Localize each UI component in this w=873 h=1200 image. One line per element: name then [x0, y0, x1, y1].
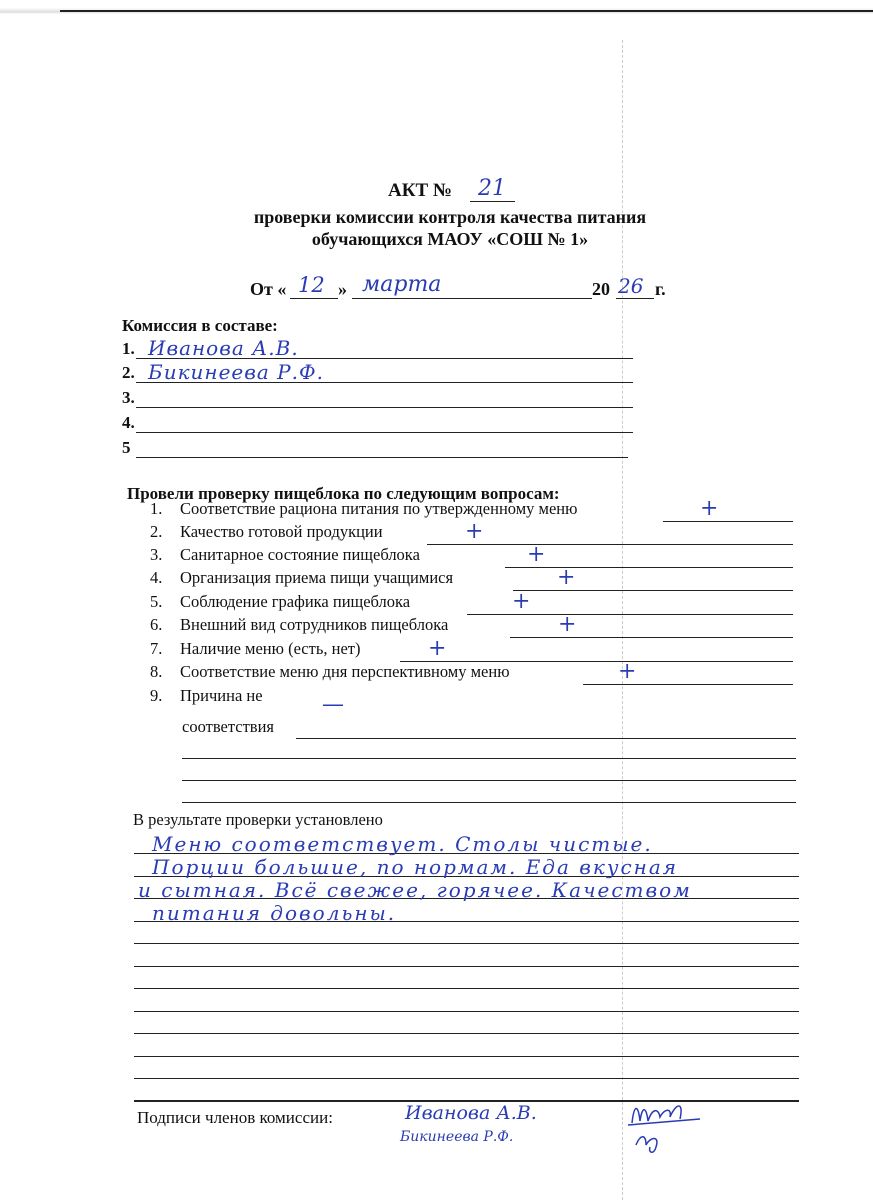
date-month-line: [352, 298, 592, 299]
check-item-line: [663, 521, 793, 522]
check-item-line: [467, 614, 793, 615]
check-item-line: [182, 780, 796, 781]
signature-name-2: Бикинеева Р.Ф.: [400, 1129, 514, 1145]
member-line: [136, 432, 633, 433]
signature-name-1: Иванова А.В.: [405, 1102, 537, 1124]
date-year-prefix: 20: [592, 279, 610, 299]
check-item-text: Организация приема пищи учащимися: [180, 568, 454, 587]
result-handwritten-line: Меню соответствует. Столы чистые.: [152, 832, 653, 856]
check-item-number: 6.: [150, 615, 163, 634]
result-line: [134, 1033, 799, 1034]
date-day: 12: [298, 273, 325, 297]
check-item-text-2: соответствия: [182, 717, 274, 736]
result-heading: В результате проверки установлено: [133, 810, 383, 829]
result-line: [134, 988, 799, 989]
signature-mark-1: [620, 1095, 710, 1155]
check-item-mark: +: [465, 519, 484, 544]
check-item-mark: —: [322, 692, 344, 717]
member-number: 1.: [122, 339, 135, 358]
check-item-number: 8.: [150, 662, 163, 681]
act-number: 21: [478, 176, 506, 201]
check-item-line: [182, 802, 796, 803]
check-item-line: [583, 684, 793, 685]
date-prefix: От «: [250, 279, 287, 299]
member-line: [136, 457, 628, 458]
scan-border: [60, 10, 873, 12]
member-number: 5: [122, 438, 131, 457]
result-handwritten-line: Порции большие, по нормам. Еда вкусная: [152, 855, 678, 879]
check-item-mark: +: [618, 659, 637, 684]
check-item-text: Качество готовой продукции: [180, 522, 383, 541]
check-item-mark: +: [700, 496, 719, 521]
result-line: [134, 1056, 799, 1057]
check-item-text: Соответствие рациона питания по утвержденному меню: [180, 499, 578, 518]
check-item-number: 2.: [150, 522, 163, 541]
act-number-line: [470, 201, 515, 202]
result-line: [134, 1078, 799, 1079]
member-number: 3.: [122, 388, 135, 407]
check-item-line: [510, 637, 793, 638]
member-number: 4.: [122, 413, 135, 432]
result-line: [134, 966, 799, 967]
check-item-number: 5.: [150, 592, 163, 611]
check-item-mark: +: [512, 589, 531, 614]
member-line: [136, 407, 633, 408]
act-label: АКТ №: [388, 180, 453, 201]
member-number: 2.: [122, 363, 135, 382]
check-item-mark: +: [527, 542, 546, 567]
commission-heading: Комиссия в составе:: [122, 316, 278, 335]
result-line: [134, 943, 799, 944]
date-mid: »: [338, 279, 347, 299]
check-item-mark: +: [428, 636, 447, 661]
check-heading: Провели проверку пищеблока по следующим вопросам:: [127, 484, 560, 503]
member-name: Иванова А.В.: [148, 336, 299, 360]
check-item-number: 7.: [150, 639, 163, 658]
check-item-number: 9.: [150, 686, 163, 705]
result-handwritten-line: питания довольны.: [152, 901, 397, 925]
check-item-number: 4.: [150, 568, 163, 587]
result-handwritten-line: и сытная. Всё свежее, горячее. Качеством: [138, 878, 692, 902]
date-day-line: [290, 298, 338, 299]
check-item-line: [513, 590, 793, 591]
check-item-text: Наличие меню (есть, нет): [180, 639, 361, 658]
check-item-text: Соответствие меню дня перспективному меню: [180, 662, 510, 681]
date-month: марта: [362, 272, 442, 297]
date-year-suffix: 26: [618, 274, 644, 298]
check-item-text: Санитарное состояние пищеблока: [180, 545, 420, 564]
check-item-line: [505, 567, 793, 568]
check-item-line: [296, 738, 796, 739]
title-line-1: проверки комиссии контроля качества питания: [253, 207, 647, 227]
check-item-number: 3.: [150, 545, 163, 564]
check-item-number: 1.: [150, 499, 163, 518]
check-item-text: Внешний вид сотрудников пищеблока: [180, 615, 449, 634]
check-item-text: Причина не: [180, 686, 263, 705]
check-item-line: [427, 544, 793, 545]
date-suffix: г.: [655, 279, 666, 299]
check-item-mark: +: [557, 565, 576, 590]
member-name: Бикинеева Р.Ф.: [148, 360, 324, 384]
check-item-text: Соблюдение графика пищеблока: [180, 592, 411, 611]
signatures-label: Подписи членов комиссии:: [137, 1108, 333, 1127]
result-line: [134, 1011, 799, 1012]
check-item-mark: +: [558, 612, 577, 637]
date-year-line: [616, 298, 654, 299]
title-line-2: обучающихся МАОУ «СОШ № 1»: [311, 229, 589, 249]
check-item-line: [182, 758, 796, 759]
